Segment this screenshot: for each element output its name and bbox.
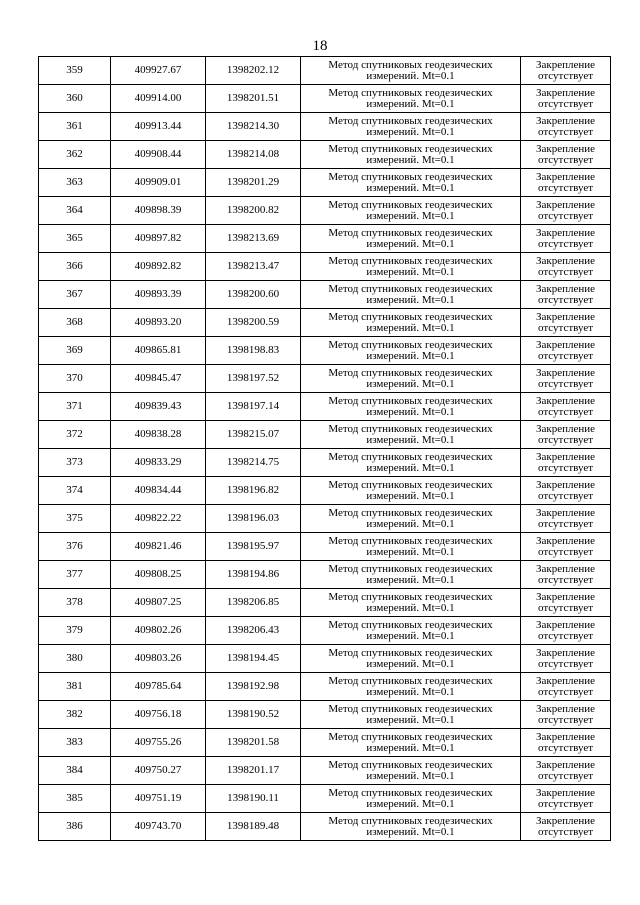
y-coordinate-cell: 1398213.69	[206, 225, 301, 253]
table-row	[39, 85, 611, 113]
x-coordinate-cell: 409898.39	[111, 197, 206, 225]
method-text-line2: измерений. Mt=0.1	[366, 181, 455, 194]
fixation-cell	[521, 673, 611, 701]
fixation-text-line1: Закрепление	[535, 814, 596, 827]
method-text-line2: измерений. Mt=0.1	[366, 97, 455, 110]
x-coordinate-cell: 409821.46	[111, 533, 206, 561]
y-coordinate-cell: 1398201.17	[206, 757, 301, 785]
fixation-text-line2: отсутствует	[537, 125, 594, 138]
x-coordinate-cell: 409927.67	[111, 57, 206, 85]
method-text-line1: Метод спутниковых геодезических	[328, 170, 493, 183]
y-coordinate-cell: 1398190.11	[206, 785, 301, 813]
point-number-cell: 384	[39, 757, 111, 785]
fixation-text-line1: Закрепление	[535, 422, 596, 435]
y-coordinate-cell: 1398214.30	[206, 113, 301, 141]
coordinates-table	[38, 56, 611, 841]
method-cell	[301, 449, 521, 477]
method-text-line1: Метод спутниковых геодезических	[328, 338, 493, 351]
method-text-line2: измерений. Mt=0.1	[366, 377, 455, 390]
fixation-text-line1: Закрепление	[535, 506, 596, 519]
fixation-text-line1: Закрепление	[535, 198, 596, 211]
point-number-cell: 380	[39, 645, 111, 673]
method-cell	[301, 365, 521, 393]
x-coordinate-cell: 409803.26	[111, 645, 206, 673]
method-cell	[301, 309, 521, 337]
fixation-text-line1: Закрепление	[535, 702, 596, 715]
point-number-cell: 374	[39, 477, 111, 505]
fixation-text-line2: отсутствует	[537, 769, 594, 782]
point-number-cell: 368	[39, 309, 111, 337]
x-coordinate-cell: 409807.25	[111, 589, 206, 617]
method-text-line2: измерений. Mt=0.1	[366, 125, 455, 138]
fixation-text-line2: отсутствует	[537, 685, 594, 698]
table-row	[39, 113, 611, 141]
method-text-line2: измерений. Mt=0.1	[366, 209, 455, 222]
table-row	[39, 533, 611, 561]
method-cell	[301, 197, 521, 225]
method-text-line1: Метод спутниковых геодезических	[328, 366, 493, 379]
method-text-line1: Метод спутниковых геодезических	[328, 226, 493, 239]
point-number-cell: 364	[39, 197, 111, 225]
fixation-text-line2: отсутствует	[537, 545, 594, 558]
method-cell	[301, 421, 521, 449]
fixation-text-line2: отсутствует	[537, 97, 594, 110]
page-number: 18	[312, 38, 328, 54]
method-cell	[301, 337, 521, 365]
x-coordinate-cell: 409751.19	[111, 785, 206, 813]
table-row	[39, 645, 611, 673]
method-cell	[301, 813, 521, 841]
method-text-line1: Метод спутниковых геодезических	[328, 198, 493, 211]
method-cell	[301, 729, 521, 757]
x-coordinate-cell: 409845.47	[111, 365, 206, 393]
method-text-line1: Метод спутниковых геодезических	[328, 142, 493, 155]
fixation-cell	[521, 253, 611, 281]
y-coordinate-cell: 1398194.86	[206, 561, 301, 589]
x-coordinate-cell: 409808.25	[111, 561, 206, 589]
x-coordinate-cell: 409802.26	[111, 617, 206, 645]
method-text-line1: Метод спутниковых геодезических	[328, 450, 493, 463]
method-text-line2: измерений. Mt=0.1	[366, 545, 455, 558]
x-coordinate-cell: 409755.26	[111, 729, 206, 757]
y-coordinate-cell: 1398200.59	[206, 309, 301, 337]
fixation-text-line2: отсутствует	[537, 573, 594, 586]
method-cell	[301, 505, 521, 533]
x-coordinate-cell: 409897.82	[111, 225, 206, 253]
method-cell	[301, 281, 521, 309]
method-text-line2: измерений. Mt=0.1	[366, 293, 455, 306]
method-text-line2: измерений. Mt=0.1	[366, 461, 455, 474]
method-text-line2: измерений. Mt=0.1	[366, 573, 455, 586]
table-body	[39, 57, 611, 841]
y-coordinate-cell: 1398196.03	[206, 505, 301, 533]
fixation-text-line2: отсутствует	[537, 405, 594, 418]
point-number-cell: 362	[39, 141, 111, 169]
x-coordinate-cell: 409743.70	[111, 813, 206, 841]
method-text-line1: Метод спутниковых геодезических	[328, 590, 493, 603]
table-row	[39, 589, 611, 617]
x-coordinate-cell: 409909.01	[111, 169, 206, 197]
point-number-cell: 363	[39, 169, 111, 197]
fixation-text-line1: Закрепление	[535, 590, 596, 603]
y-coordinate-cell: 1398190.52	[206, 701, 301, 729]
method-text-line1: Метод спутниковых геодезических	[328, 562, 493, 575]
table-row	[39, 337, 611, 365]
point-number-cell: 367	[39, 281, 111, 309]
fixation-text-line1: Закрепление	[535, 170, 596, 183]
table-row	[39, 281, 611, 309]
method-text-line1: Метод спутниковых геодезических	[328, 618, 493, 631]
table-row	[39, 449, 611, 477]
fixation-text-line1: Закрепление	[535, 646, 596, 659]
fixation-text-line1: Закрепление	[535, 366, 596, 379]
point-number-cell: 375	[39, 505, 111, 533]
method-text-line1: Метод спутниковых геодезических	[328, 282, 493, 295]
fixation-text-line1: Закрепление	[535, 86, 596, 99]
method-text-line2: измерений. Mt=0.1	[366, 741, 455, 754]
method-cell	[301, 785, 521, 813]
method-text-line2: измерений. Mt=0.1	[366, 685, 455, 698]
method-cell	[301, 393, 521, 421]
method-text-line2: измерений. Mt=0.1	[366, 657, 455, 670]
table-row	[39, 253, 611, 281]
y-coordinate-cell: 1398206.85	[206, 589, 301, 617]
method-cell	[301, 477, 521, 505]
table-row	[39, 225, 611, 253]
fixation-cell	[521, 645, 611, 673]
fixation-text-line2: отсутствует	[537, 741, 594, 754]
fixation-cell	[521, 225, 611, 253]
point-number-cell: 361	[39, 113, 111, 141]
method-text-line1: Метод спутниковых геодезических	[328, 506, 493, 519]
fixation-text-line2: отсутствует	[537, 349, 594, 362]
method-text-line2: измерений. Mt=0.1	[366, 349, 455, 362]
table-row	[39, 757, 611, 785]
y-coordinate-cell: 1398195.97	[206, 533, 301, 561]
table-row	[39, 813, 611, 841]
point-number-cell: 359	[39, 57, 111, 85]
table-row	[39, 505, 611, 533]
method-cell	[301, 57, 521, 85]
y-coordinate-cell: 1398206.43	[206, 617, 301, 645]
fixation-text-line2: отсутствует	[537, 461, 594, 474]
method-text-line2: измерений. Mt=0.1	[366, 69, 455, 82]
point-number-cell: 370	[39, 365, 111, 393]
x-coordinate-cell: 409839.43	[111, 393, 206, 421]
point-number-cell: 376	[39, 533, 111, 561]
fixation-text-line2: отсутствует	[537, 825, 594, 838]
table-row	[39, 309, 611, 337]
fixation-text-line2: отсутствует	[537, 265, 594, 278]
method-text-line2: измерений. Mt=0.1	[366, 237, 455, 250]
y-coordinate-cell: 1398200.60	[206, 281, 301, 309]
y-coordinate-cell: 1398197.14	[206, 393, 301, 421]
method-cell	[301, 253, 521, 281]
fixation-text-line1: Закрепление	[535, 562, 596, 575]
method-text-line2: измерений. Mt=0.1	[366, 265, 455, 278]
method-text-line1: Метод спутниковых геодезических	[328, 702, 493, 715]
method-cell	[301, 673, 521, 701]
fixation-cell	[521, 589, 611, 617]
method-text-line2: измерений. Mt=0.1	[366, 153, 455, 166]
table-row	[39, 421, 611, 449]
fixation-cell	[521, 169, 611, 197]
fixation-cell	[521, 393, 611, 421]
point-number-cell: 379	[39, 617, 111, 645]
fixation-text-line1: Закрепление	[535, 394, 596, 407]
method-text-line2: измерений. Mt=0.1	[366, 797, 455, 810]
point-number-cell: 366	[39, 253, 111, 281]
fixation-text-line2: отсутствует	[537, 237, 594, 250]
x-coordinate-cell: 409893.20	[111, 309, 206, 337]
fixation-text-line1: Закрепление	[535, 58, 596, 71]
method-cell	[301, 113, 521, 141]
table-row	[39, 617, 611, 645]
method-text-line1: Метод спутниковых геодезических	[328, 730, 493, 743]
x-coordinate-cell: 409838.28	[111, 421, 206, 449]
method-cell	[301, 757, 521, 785]
y-coordinate-cell: 1398196.82	[206, 477, 301, 505]
fixation-cell	[521, 281, 611, 309]
x-coordinate-cell: 409834.44	[111, 477, 206, 505]
method-cell	[301, 141, 521, 169]
fixation-cell	[521, 141, 611, 169]
fixation-cell	[521, 785, 611, 813]
table-row	[39, 701, 611, 729]
method-text-line2: измерений. Mt=0.1	[366, 489, 455, 502]
x-coordinate-cell: 409908.44	[111, 141, 206, 169]
table-row	[39, 141, 611, 169]
method-cell	[301, 561, 521, 589]
fixation-cell	[521, 701, 611, 729]
table-row	[39, 197, 611, 225]
y-coordinate-cell: 1398202.12	[206, 57, 301, 85]
x-coordinate-cell: 409785.64	[111, 673, 206, 701]
method-text-line1: Метод спутниковых геодезических	[328, 646, 493, 659]
fixation-text-line2: отсутствует	[537, 629, 594, 642]
fixation-text-line2: отсутствует	[537, 601, 594, 614]
fixation-cell	[521, 309, 611, 337]
x-coordinate-cell: 409865.81	[111, 337, 206, 365]
table-row	[39, 785, 611, 813]
fixation-text-line1: Закрепление	[535, 282, 596, 295]
table-row	[39, 57, 611, 85]
fixation-text-line2: отсутствует	[537, 181, 594, 194]
fixation-cell	[521, 421, 611, 449]
point-number-cell: 377	[39, 561, 111, 589]
fixation-text-line1: Закрепление	[535, 226, 596, 239]
point-number-cell: 382	[39, 701, 111, 729]
method-text-line1: Метод спутниковых геодезических	[328, 478, 493, 491]
point-number-cell: 378	[39, 589, 111, 617]
fixation-text-line1: Закрепление	[535, 450, 596, 463]
point-number-cell: 369	[39, 337, 111, 365]
fixation-text-line1: Закрепление	[535, 674, 596, 687]
fixation-cell	[521, 561, 611, 589]
fixation-cell	[521, 197, 611, 225]
point-number-cell: 365	[39, 225, 111, 253]
fixation-cell	[521, 477, 611, 505]
y-coordinate-cell: 1398197.52	[206, 365, 301, 393]
fixation-cell	[521, 617, 611, 645]
method-cell	[301, 225, 521, 253]
y-coordinate-cell: 1398213.47	[206, 253, 301, 281]
method-text-line1: Метод спутниковых геодезических	[328, 310, 493, 323]
method-text-line1: Метод спутниковых геодезических	[328, 786, 493, 799]
method-cell	[301, 617, 521, 645]
table-row	[39, 729, 611, 757]
fixation-cell	[521, 505, 611, 533]
point-number-cell: 360	[39, 85, 111, 113]
fixation-text-line2: отсутствует	[537, 209, 594, 222]
x-coordinate-cell: 409892.82	[111, 253, 206, 281]
y-coordinate-cell: 1398194.45	[206, 645, 301, 673]
method-cell	[301, 169, 521, 197]
method-text-line2: измерений. Mt=0.1	[366, 405, 455, 418]
x-coordinate-cell: 409913.44	[111, 113, 206, 141]
point-number-cell: 373	[39, 449, 111, 477]
method-text-line1: Метод спутниковых геодезических	[328, 254, 493, 267]
method-text-line1: Метод спутниковых геодезических	[328, 534, 493, 547]
fixation-text-line2: отсутствует	[537, 153, 594, 166]
fixation-text-line2: отсутствует	[537, 517, 594, 530]
fixation-text-line1: Закрепление	[535, 618, 596, 631]
fixation-text-line2: отсутствует	[537, 489, 594, 502]
method-cell	[301, 701, 521, 729]
point-number-cell: 383	[39, 729, 111, 757]
fixation-text-line1: Закрепление	[535, 730, 596, 743]
fixation-text-line1: Закрепление	[535, 478, 596, 491]
table-row	[39, 477, 611, 505]
x-coordinate-cell: 409893.39	[111, 281, 206, 309]
point-number-cell: 371	[39, 393, 111, 421]
method-text-line2: измерений. Mt=0.1	[366, 517, 455, 530]
method-text-line1: Метод спутниковых геодезических	[328, 814, 493, 827]
fixation-text-line2: отсутствует	[537, 713, 594, 726]
method-text-line1: Метод спутниковых геодезических	[328, 422, 493, 435]
fixation-cell	[521, 813, 611, 841]
y-coordinate-cell: 1398198.83	[206, 337, 301, 365]
fixation-text-line2: отсутствует	[537, 797, 594, 810]
fixation-cell	[521, 449, 611, 477]
fixation-cell	[521, 337, 611, 365]
fixation-text-line1: Закрепление	[535, 254, 596, 267]
method-text-line2: измерений. Mt=0.1	[366, 713, 455, 726]
method-cell	[301, 85, 521, 113]
method-text-line2: измерений. Mt=0.1	[366, 769, 455, 782]
method-text-line1: Метод спутниковых геодезических	[328, 58, 493, 71]
fixation-cell	[521, 729, 611, 757]
method-text-line1: Метод спутниковых геодезических	[328, 674, 493, 687]
fixation-cell	[521, 85, 611, 113]
table-row	[39, 169, 611, 197]
y-coordinate-cell: 1398200.82	[206, 197, 301, 225]
fixation-text-line2: отсутствует	[537, 293, 594, 306]
method-text-line2: измерений. Mt=0.1	[366, 825, 455, 838]
y-coordinate-cell: 1398192.98	[206, 673, 301, 701]
point-number-cell: 381	[39, 673, 111, 701]
fixation-cell	[521, 365, 611, 393]
fixation-text-line2: отсутствует	[537, 69, 594, 82]
fixation-cell	[521, 113, 611, 141]
fixation-text-line1: Закрепление	[535, 534, 596, 547]
x-coordinate-cell: 409914.00	[111, 85, 206, 113]
method-cell	[301, 589, 521, 617]
fixation-text-line1: Закрепление	[535, 338, 596, 351]
table-row	[39, 673, 611, 701]
x-coordinate-cell: 409750.27	[111, 757, 206, 785]
method-text-line1: Метод спутниковых геодезических	[328, 394, 493, 407]
method-text-line2: измерений. Mt=0.1	[366, 601, 455, 614]
method-text-line2: измерений. Mt=0.1	[366, 629, 455, 642]
fixation-text-line1: Закрепление	[535, 114, 596, 127]
fixation-text-line1: Закрепление	[535, 142, 596, 155]
y-coordinate-cell: 1398201.29	[206, 169, 301, 197]
fixation-text-line1: Закрепление	[535, 786, 596, 799]
fixation-text-line1: Закрепление	[535, 758, 596, 771]
fixation-text-line2: отсутствует	[537, 433, 594, 446]
fixation-text-line2: отсутствует	[537, 321, 594, 334]
table-row	[39, 365, 611, 393]
table-row	[39, 393, 611, 421]
fixation-cell	[521, 757, 611, 785]
y-coordinate-cell: 1398214.75	[206, 449, 301, 477]
fixation-text-line2: отсутствует	[537, 377, 594, 390]
point-number-cell: 372	[39, 421, 111, 449]
method-text-line1: Метод спутниковых геодезических	[328, 86, 493, 99]
fixation-text-line1: Закрепление	[535, 310, 596, 323]
x-coordinate-cell: 409833.29	[111, 449, 206, 477]
y-coordinate-cell: 1398214.08	[206, 141, 301, 169]
y-coordinate-cell: 1398189.48	[206, 813, 301, 841]
method-cell	[301, 645, 521, 673]
method-text-line1: Метод спутниковых геодезических	[328, 114, 493, 127]
method-text-line2: измерений. Mt=0.1	[366, 321, 455, 334]
method-text-line2: измерений. Mt=0.1	[366, 433, 455, 446]
point-number-cell: 386	[39, 813, 111, 841]
method-text-line1: Метод спутниковых геодезических	[328, 758, 493, 771]
y-coordinate-cell: 1398201.51	[206, 85, 301, 113]
fixation-cell	[521, 533, 611, 561]
method-cell	[301, 533, 521, 561]
table-row	[39, 561, 611, 589]
x-coordinate-cell: 409822.22	[111, 505, 206, 533]
point-number-cell: 385	[39, 785, 111, 813]
fixation-cell	[521, 57, 611, 85]
fixation-text-line2: отсутствует	[537, 657, 594, 670]
y-coordinate-cell: 1398201.58	[206, 729, 301, 757]
x-coordinate-cell: 409756.18	[111, 701, 206, 729]
y-coordinate-cell: 1398215.07	[206, 421, 301, 449]
